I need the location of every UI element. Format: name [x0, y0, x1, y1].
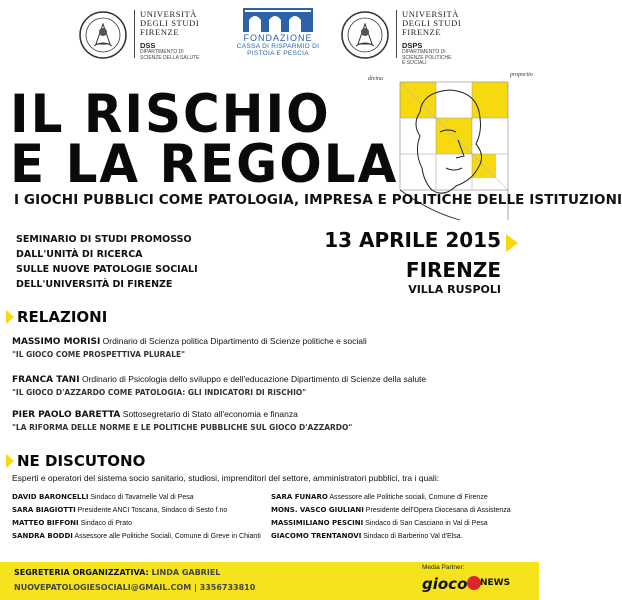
department-name: DIPARTIMENTO DI SCIENZE POLITICHE E SOCIALI: [402, 49, 452, 66]
discussant-name: GIACOMO TRENTANOVI: [271, 532, 362, 540]
fondazione-subtitle: CASSA DI RISPARMIO DI PISTOIA E PESCIA: [236, 43, 320, 57]
discutono-heading: [6, 452, 145, 470]
media-partner-logo-news: NEWS: [480, 578, 511, 588]
secretariat-contact-name: LINDA GABRIEL: [151, 568, 221, 577]
unifi-dss-logo: [78, 8, 208, 64]
discussant-row: [271, 493, 488, 501]
talk-title: "LA RIFORMA DELLE NORME E LE POLITICHE PUBBLICHE SUL GIOCO D'AZZARDO": [12, 423, 353, 432]
discussant-role: Sindaco di San Casciano in Val di Pesa: [365, 520, 488, 527]
footer-bar: [0, 562, 539, 600]
discussant-name: SARA BIAGIOTTI: [12, 506, 76, 514]
discussant-role: Sindaco di Prato: [80, 520, 132, 527]
speaker-row: [12, 336, 367, 347]
talk-title: "IL GIOCO D'AZZARDO COME PATOLOGIA: GLI INDICATORI DI RISCHIO": [12, 388, 307, 397]
talk-title: "IL GIOCO COME PROSPETTIVA PLURALE": [12, 350, 186, 359]
discussant-name: MASSIMILIANO PESCINI: [271, 519, 364, 527]
relazioni-heading: [6, 308, 107, 326]
arches-icon: [243, 8, 313, 32]
speaker-role: Ordinario di Scienza politica Dipartimento di Scienze politiche e sociali: [102, 336, 367, 346]
discussant-row: [271, 519, 488, 527]
date-arrow-icon: [506, 234, 518, 252]
department-code: DSS: [140, 41, 156, 50]
speaker-name: MASSIMO MORISI: [12, 337, 101, 347]
discussant-name: DAVID BARONCELLI: [12, 493, 89, 501]
discussant-row: [12, 506, 227, 514]
university-name: UNIVERSITÀ DEGLI STUDI FIRENZE: [402, 9, 462, 37]
secretariat-contact-line[interactable]: NUOVEPATOLOGIESOCIALI@GMAIL.COM | 3356733810: [14, 583, 256, 592]
university-name: UNIVERSITÀ DEGLI STUDI FIRENZE: [140, 9, 200, 37]
media-partner-logo-icon: [467, 576, 481, 590]
media-partner-label: Media Partner:: [422, 564, 465, 571]
fondazione-logo: [223, 8, 333, 64]
discussant-name: MATTEO BIFFONI: [12, 519, 79, 527]
relazioni-heading-text: RELAZIONI: [17, 308, 108, 326]
discussant-role: Sindaco di Tavarnelle Val di Pesa: [90, 494, 194, 501]
discussant-name: MONS. VASCO GIULIANI: [271, 506, 364, 514]
discussant-row: [12, 532, 261, 540]
speaker-name: PIER PAOLO BARETTA: [12, 410, 121, 420]
speaker-name: FRANCA TANI: [12, 375, 80, 385]
speaker-role: Ordinario di Psicologia dello sviluppo e dell'educazione Dipartimento di Scienze della salute: [81, 374, 427, 384]
discutono-intro: Esperti e operatori del sistema socio sanitario, studiosi, imprenditori del settore, amministratori pubblici, tra i quali:: [12, 473, 440, 483]
university-seal-icon: [340, 10, 390, 60]
unifi-dsps-logo: [340, 8, 470, 64]
discutono-heading-text: NE DISCUTONO: [17, 452, 146, 470]
main-title-line-2: E LA REGOLA: [10, 133, 399, 195]
speaker-role: Sottosegretario di Stato all'economia e finanza: [122, 409, 298, 419]
speaker-row: [12, 374, 426, 385]
secretariat-label: SEGRETERIA ORGANIZZATIVA:: [14, 568, 149, 577]
discussant-name: SARA FUNARO: [271, 493, 328, 501]
discussant-role: Presidente ANCI Toscana, Sindaco di Sesto f.no: [77, 507, 228, 514]
discussant-role: Assessore alle Politiche Sociali, Comune di Greve in Chianti: [74, 533, 261, 540]
section-arrow-icon: [6, 454, 14, 468]
seminar-description: SEMINARIO DI STUDI PROMOSSO DALL'UNITÀ DI RICERCA SULLE NUOVE PATOLOGIE SOCIALI DELL'UNIVERSITÀ DI FIRENZE: [16, 234, 198, 290]
discussant-role: Presidente dell'Opera Diocesana di Assistenza: [365, 507, 511, 514]
department-name: DIPARTIMENTO DI SCIENZE DELLA SALUTE: [140, 49, 200, 61]
discussant-row: [12, 519, 132, 527]
main-title-line-1: IL RISCHIO: [10, 83, 331, 145]
discussant-name: SANDRA BODDI: [12, 532, 73, 540]
discussant-row: [271, 506, 511, 514]
fondazione-name: FONDAZIONE: [243, 33, 313, 43]
media-partner-logo-text: gioco: [422, 575, 468, 593]
discussant-row: [271, 532, 463, 540]
header-logos: [78, 8, 462, 66]
speaker-row: [12, 409, 298, 420]
discussant-role: Assessore alle Politiche sociali, Comune di Firenze: [329, 494, 488, 501]
event-date: 13 APRILE 2015: [324, 228, 501, 252]
section-arrow-icon: [6, 310, 14, 324]
event-city: FIRENZE: [405, 258, 501, 282]
art-label-left: divina: [368, 76, 383, 82]
event-venue: VILLA RUSPOLI: [408, 283, 501, 296]
university-seal-icon: [78, 10, 128, 60]
secretariat-line: [14, 568, 220, 577]
discussant-role: Sindaco di Barberino Val d'Elsa.: [363, 533, 463, 540]
art-label-right: proportio: [510, 72, 533, 78]
discussant-row: [12, 493, 194, 501]
department-code: DSPS: [402, 41, 423, 50]
subtitle: I GIOCHI PUBBLICI COME PATOLOGIA, IMPRESA E POLITICHE DELLE ISTITUZIONI: [14, 192, 622, 208]
